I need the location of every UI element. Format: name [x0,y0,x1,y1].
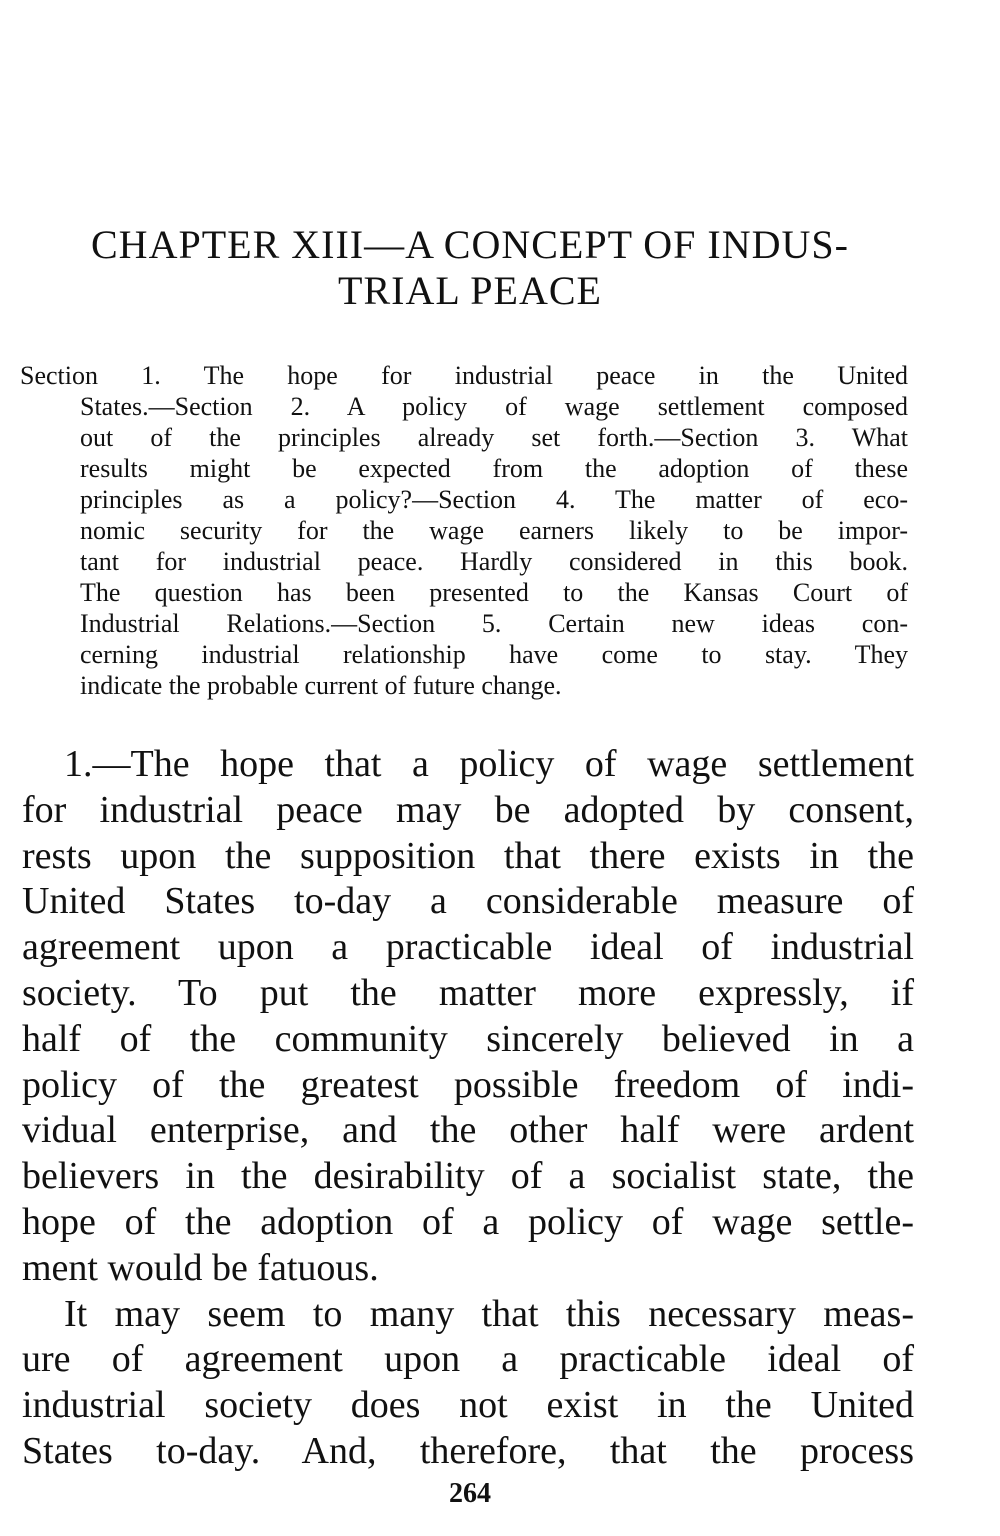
body-line: hope of the adoption of a policy of wage settle- [22,1200,914,1243]
chapter-title-line: CHAPTER XIII—A CONCEPT OF INDUS- [91,222,849,267]
synopsis-line: Industrial Relations.—Section 5. Certain new ideas con- [80,609,908,638]
chapter-synopsis [20,360,908,701]
synopsis-line: The question has been presented to the Kansas Court of [80,578,908,607]
synopsis-line: nomic security for the wage earners likely to be impor- [80,516,908,545]
synopsis-line: indicate the probable current of future change. [80,671,562,700]
synopsis-line: out of the principles already set forth.—Section 3. What [80,423,908,452]
body-line: ment would be fatuous. [22,1246,379,1289]
body-line: agreement upon a practicable ideal of industrial [22,926,914,969]
body-text [22,742,914,1475]
synopsis-line: tant for industrial peace. Hardly considered in this book. [80,547,908,576]
body-line: believers in the desirability of a socialist state, the [22,1155,914,1198]
body-line: industrial society does not exist in the United [22,1384,914,1427]
synopsis-line: cerning industrial relationship have come to stay. They [80,640,908,669]
body-line: It may seem to many that this necessary meas- [64,1292,914,1335]
body-line: States to-day. And, therefore, that the process [22,1429,914,1472]
synopsis-line: principles as a policy?—Section 4. The matter of eco- [80,485,908,514]
body-line: vidual enterprise, and the other half were ardent [22,1109,914,1152]
body-line: 1.—The hope that a policy of wage settlement [64,743,914,785]
body-line: ure of agreement upon a practicable ideal of [22,1338,914,1381]
body-line: policy of the greatest possible freedom of indi- [22,1063,914,1106]
synopsis-line: results might be expected from the adoption of these [80,454,908,483]
body-line: rests upon the supposition that there exists in the [22,834,914,877]
body-line: United States to-day a considerable measure of [22,880,914,923]
page-number: 264 [449,1478,491,1509]
body-line: for industrial peace may be adopted by consent, [22,788,914,831]
synopsis-line: States.—Section 2. A policy of wage settlement composed [80,392,908,421]
chapter-title [20,222,920,314]
body-line: half of the community sincerely believed in a [22,1017,914,1060]
body-line: society. To put the matter more expressly, if [22,971,914,1014]
chapter-title-line: TRIAL PEACE [338,268,602,313]
synopsis-line: Section 1. The hope for industrial peace in the United [20,361,908,390]
